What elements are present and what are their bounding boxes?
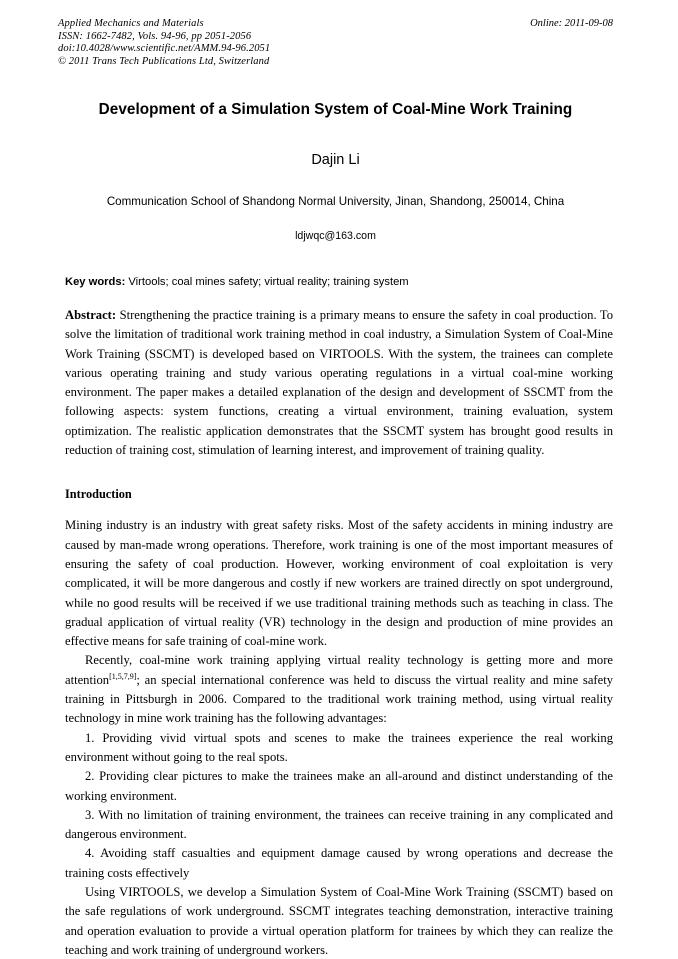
list-item: 3. With no limitation of training environment, the trainees can receive training in any complicated and dangerous environment. [65,807,613,842]
author-email: ldjwqc@163.com [295,230,376,242]
list-item: 4. Avoiding staff casualties and equipment damage caused by wrong operations and decrease the training costs effectively [65,846,613,880]
online-publication-date: Online: 2011-09-08 [530,18,613,29]
author-name: Dajin Li [311,152,360,168]
citation-reference: [1,5,7,9] [109,671,137,681]
page-title: Development of a Simulation System of Coal-Mine Work Training [98,101,573,118]
keywords-line [65,275,613,290]
keywords-label: Key words: [65,276,126,288]
intro-paragraph-2-before-citation: Recently, coal-mine work training applying virtual reality technology is getting more and more attention [65,653,613,687]
abstract-text: Strengthening the practice training is a primary means to ensure the safety in coal production. To solve the limitation of traditional work training method in coal industry, a Simulation System of Coal-Mine Work Training (SSCMT) is developed based on VIRTOOLS. With the system, the trainees can complete various operating training and study various operating regulations in a virtual coal-mine working environment. The paper makes a detailed explanation of the design and development of SSCMT from the following aspects: system functions, creating a virtual environment, training evaluation, system optimization. The realistic application demonstrates that the SSCMT system has brought good results in reduction of training cost, stimulation of learning interest, and improvement of training quality. [65,308,613,458]
intro-paragraph-3: Using VIRTOOLS, we develop a Simulation System of Coal-Mine Work Training (SSCMT) based on the safe regulations of work underground. SSCMT integrates teaching demonstration, interactive training and operation evaluation to provide a virtual operation platform for trainees by which they can realize the teaching and work training of underground workers. [65,885,613,957]
list-item: 2. Providing clear pictures to make the trainees make an all-around and distinct understanding of the working environment. [65,769,613,803]
section-heading-introduction: Introduction [65,487,132,502]
abstract-block [65,306,613,460]
intro-paragraph-1: Mining industry is an industry with great safety risks. Most of the safety accidents in mining industry are caused by man-made wrong operations. Therefore, work training is one of the most important measures of ensuring the safety of coal production. However, working environment of coal exploitation is very complicated, it will be more dangerous and costly if new workers are trained directly on spot underground, while no good results will be received if we use traditional training methods such as teaching in class. The gradual application of virtual reality (VR) technology in the design and production of mine provides an effective means for safe training of coal-mine work. [65,518,613,649]
keywords-value: Virtools; coal mines safety; virtual reality; training system [125,276,409,288]
journal-header [58,18,613,72]
intro-paragraph-2-after-citation: ; an special international conference was held to discuss the virtual reality and mine safety training in Pittsburgh in 2006. Compared to the traditional work training method, using virtual reality technology in mine work training has the following advantages: [65,672,613,726]
journal-doi-line: doi:10.4028/www.scientific.net/AMM.94-96.2051 [58,43,271,55]
journal-copyright-line: © 2011 Trans Tech Publications Ltd, Switzerland [58,55,270,67]
journal-issn-line: ISSN: 1662-7482, Vols. 94-96, pp 2051-2056 [58,30,252,42]
list-item: 1. Providing vivid virtual spots and scenes to make the trainees experience the real working environment without going to the real spots. [65,730,613,764]
journal-name: Applied Mechanics and Materials [58,18,204,29]
abstract-label: Abstract: [65,308,117,322]
intro-paragraph-2 [65,651,613,728]
author-affiliation: Communication School of Shandong Normal University, Jinan, Shandong, 250014, China [106,195,565,208]
body-column [65,306,613,959]
